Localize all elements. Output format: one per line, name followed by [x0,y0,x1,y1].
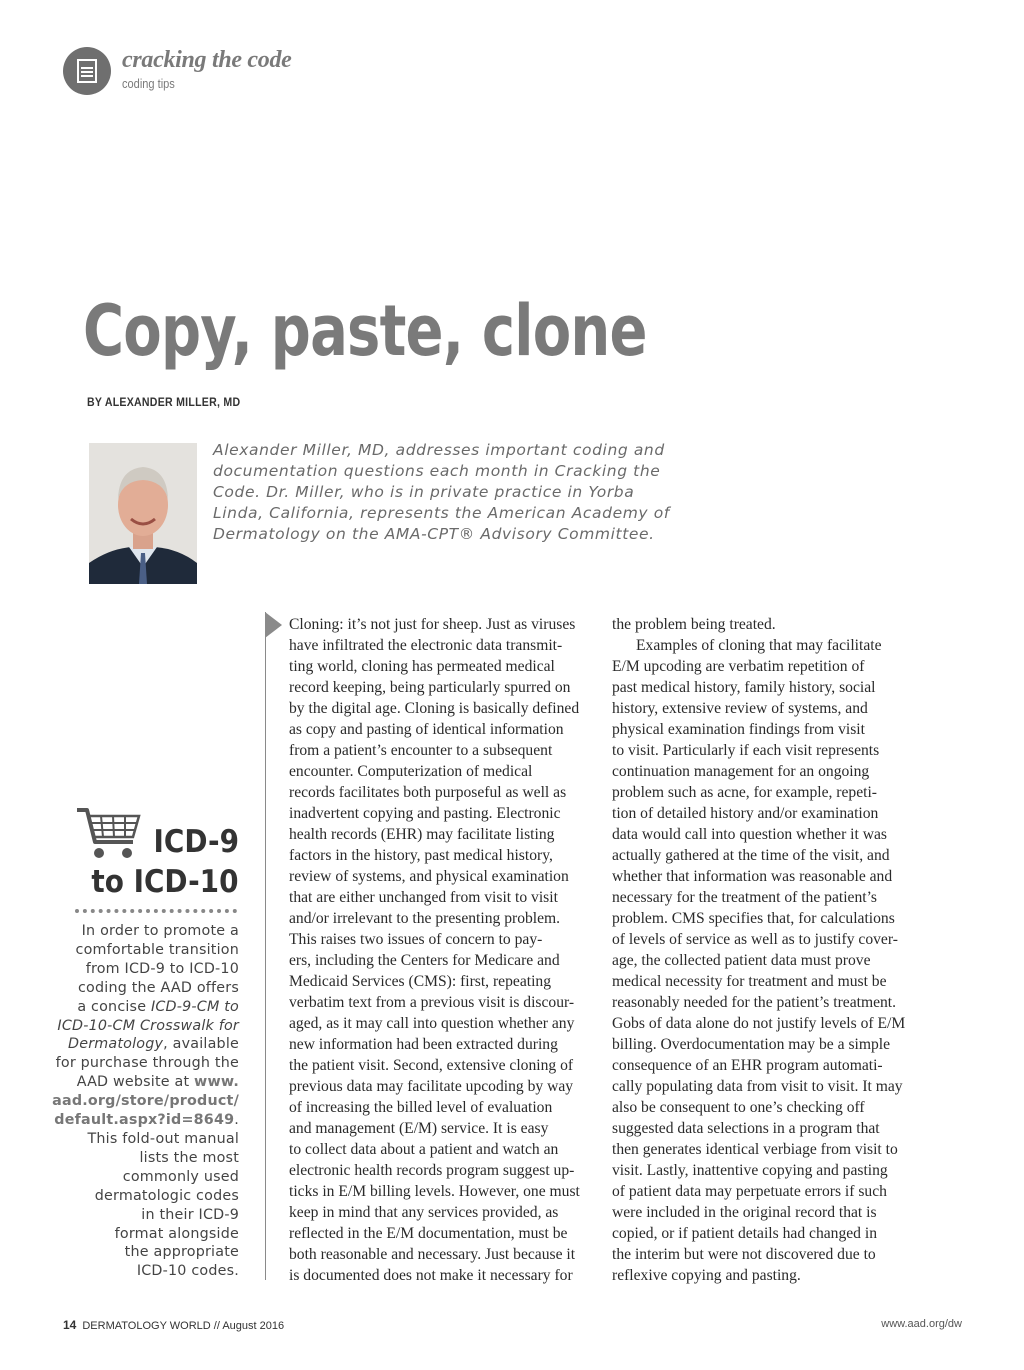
text-line: is documented does not make it necessary for [289,1267,573,1284]
text-line: have infiltrated the electronic data transmit- [289,637,563,654]
text-line: reflexive copying and pasting. [612,1267,801,1284]
text-line: data would call into question whether it was [612,826,887,843]
bio-line: Code. Dr. Miller, who is in private practice in Yorba [213,483,635,501]
store-link[interactable]: www. [194,1074,239,1091]
sidebar-line: dermatologic codes [94,1187,239,1204]
article-column-1 [289,614,580,1286]
bio-line: Dermatology on the AMA-CPT® Advisory Committee. [213,525,655,543]
text-line: reflected in the E/M documentation, must be [289,1225,568,1242]
author-bio [213,440,673,545]
text-line: the interim but were not discovered due to [612,1246,876,1263]
footer-url[interactable]: www.aad.org/dw [881,1318,962,1330]
sidebar-line: commonly used [122,1168,239,1185]
text-line: tion of detailed history and/or examination [612,805,879,822]
text-line: Gobs of data alone do not justify levels of E/M [612,1015,906,1032]
text-line: Examples of cloning that may facilitate [636,637,882,654]
text-line: inadvertent copying and pasting. Electronic [289,805,561,822]
text-line: the patient visit. Second, extensive cloning of [289,1057,574,1074]
text-line: visit. Lastly, inattentive copying and pasting [612,1162,888,1179]
text-line: medical necessity for treatment and must be [612,973,887,990]
sidebar-line [39,1035,239,1054]
sidebar-text-part: a concise [77,998,151,1015]
text-line: E/M upcoding are verbatim repetition of [612,658,865,675]
sidebar-line [39,998,239,1017]
text-line: problem. CMS specifies that, for calculations [612,910,895,927]
text-line: Cloning: it’s not just for sheep. Just as viruses [289,616,576,633]
text-line: ers, including the Centers for Medicare and [289,952,560,969]
text-line: suggested data selections in a program that [612,1120,880,1137]
text-line: new information had been extracted during [289,1036,558,1053]
text-line: problem such as acne, for example, repeti- [612,784,877,801]
sidebar-text-part: AAD website at [76,1074,195,1091]
sidebar-line: format alongside [114,1225,239,1242]
shopping-cart-icon [75,806,141,867]
sidebar-line: from ICD-9 to ICD-10 [85,960,239,977]
text-line: then generates identical verbiage from visit to [612,1141,898,1158]
bio-line: Alexander Miller, MD, addresses important coding and [213,441,665,459]
article-title: Copy, paste, clone [83,290,647,372]
text-line: and management (E/M) service. It is easy [289,1120,549,1137]
text-line: whether that information was reasonable and [612,868,893,885]
sidebar-line: ICD-10 codes. [136,1263,239,1280]
start-marker [265,612,282,638]
text-line: copied, or if patient details had changed in [612,1225,878,1242]
sidebar-line [39,1073,239,1092]
author-photo [89,443,197,584]
section-title: cracking the code [122,47,292,73]
sidebar-body [39,922,239,1281]
text-line: Medicaid Services (CMS): first, repeating [289,973,551,990]
footer-publication [63,1318,284,1332]
column-divider [265,612,266,1280]
text-line: age, the collected patient data must prove [612,952,871,969]
text-line: of levels of service as well as to justify cover- [612,931,898,948]
crosswalk-title: ICD-10-CM Crosswalk for [57,1017,239,1034]
text-line: reasonably needed for the patient’s treatment. [612,994,897,1011]
sidebar-line: comfortable transition [75,941,239,958]
text-line: verbatim text from a previous visit is discour- [289,994,575,1011]
publication-name: DERMATOLOGY WORLD // August 2016 [82,1320,285,1332]
text-line: cally populating data from visit to visit. It may [612,1078,903,1095]
bio-line: documentation questions each month in Cracking the [213,462,661,480]
text-line: billing. Overdocumentation may be a simple [612,1036,891,1053]
sidebar-line: for purchase through the [55,1055,239,1072]
sidebar-line: coding the AAD offers [78,979,239,996]
text-line: ting world, cloning has permeated medical [289,658,555,675]
text-line: of patient data may perpetuate errors if such [612,1183,887,1200]
text-line: of increasing the billed level of evaluation [289,1099,553,1116]
sidebar-text-part: . [234,1112,239,1129]
section-subtitle: coding tips [122,76,175,91]
text-line: necessary for the treatment of the patient’s [612,889,877,906]
text-line: consequence of an EHR program automati- [612,1057,883,1074]
text-line: physical examination findings from visit [612,721,865,738]
store-link[interactable]: default.aspx?id=8649 [54,1112,235,1129]
text-line: and/or irrelevant to the presenting problem. [289,910,561,927]
text-line: record keeping, being particularly spurred on [289,679,571,696]
text-line: continuation management for an ongoing [612,763,870,780]
text-line: history, extensive review of systems, and [612,700,868,717]
text-line: that are either unchanged from visit to visit [289,889,558,906]
crosswalk-title: ICD-9-CM to [150,998,239,1015]
text-line: electronic health records program suggest up- [289,1162,575,1179]
sidebar-text-part: , available [163,1036,239,1053]
text-line: were included in the original record that is [612,1204,877,1221]
text-line: ticks in E/M billing levels. However, one must [289,1183,580,1200]
text-line: keep in mind that any services provided, as [289,1204,559,1221]
text-line: from a patient’s encounter to a subsequent [289,742,553,759]
crosswalk-title: Dermatology [67,1036,164,1053]
sidebar-line: in their ICD-9 [141,1206,239,1223]
sidebar-line: In order to promote a [81,923,239,939]
text-line: past medical history, family history, social [612,679,876,696]
text-line: both reasonable and necessary. Just because it [289,1246,576,1263]
sidebar-title: ICD-9 [153,824,239,860]
sidebar-line: lists the most [139,1149,239,1166]
byline: BY ALEXANDER MILLER, MD [87,395,241,409]
text-line: aged, as it may call into question whether any [289,1015,575,1032]
document-icon [63,47,111,95]
text-line: by the digital age. Cloning is basically defined [289,700,580,717]
store-link[interactable]: aad.org/store/product/ [52,1093,239,1110]
page-number: 14 [63,1318,77,1332]
text-line: review of systems, and physical examination [289,868,569,885]
text-line: health records (EHR) may facilitate listing [289,826,555,843]
text-line: previous data may facilitate upcoding by way [289,1078,574,1095]
text-line: also be consequent to one’s checking off [612,1099,865,1116]
text-line: This raises two issues of concern to pay- [289,931,543,948]
dotted-divider [75,909,237,913]
sidebar-line: the appropriate [124,1244,239,1261]
text-line: the problem being treated. [612,616,776,633]
sidebar-line [39,1111,239,1130]
sidebar-title: to ICD-10 [91,864,239,900]
text-line: records facilitates both purposeful as well as [289,784,567,801]
text-line: encounter. Computerization of medical [289,763,533,780]
text-line: as copy and pasting of identical information [289,721,564,738]
sidebar-line: This fold-out manual [87,1130,239,1147]
text-line: to collect data about a patient and watch an [289,1141,559,1158]
text-line: to visit. Particularly if each visit represents [612,742,880,759]
article-column-2 [612,614,905,1286]
text-line: factors in the history, past medical history, [289,847,553,864]
text-line: actually gathered at the time of the visit, and [612,847,890,864]
bio-line: Linda, California, represents the American Academy of [213,504,670,522]
